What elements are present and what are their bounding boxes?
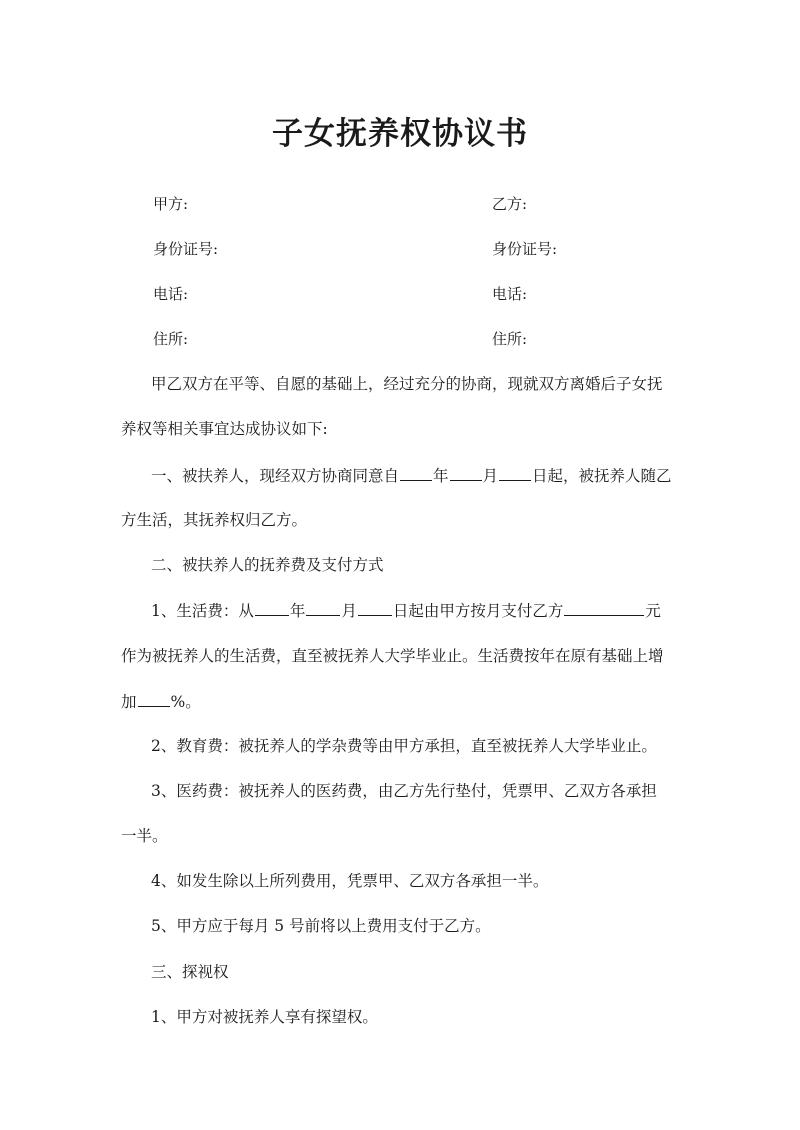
- amount-blank[interactable]: [564, 599, 644, 616]
- item-2: 2、教育费：被抚养人的学杂费等由甲方承担，直至被抚养人大学毕业止。: [151, 737, 657, 755]
- party-row-phone: [153, 283, 713, 305]
- year-blank[interactable]: [400, 464, 432, 481]
- item-1-text-g: %。: [170, 693, 201, 711]
- item-3-line-1: 3、医药费：被抚养人的医药费，由乙方先行垫付，凭票甲、乙双方各承担: [151, 782, 657, 800]
- party-row-id: [153, 238, 713, 260]
- party-row-address: [153, 328, 713, 350]
- party-row-name: [153, 193, 713, 215]
- clause-1-line-1: [151, 464, 672, 487]
- clause-1-text-b: 年: [433, 467, 449, 485]
- visit-item-1: 1、甲方对被抚养人享有探望权。: [151, 1008, 378, 1026]
- item-1-text-a: 1、生活费：从: [151, 602, 254, 620]
- party-a-address-label: 住所:: [153, 330, 189, 348]
- item-1-line-1: [151, 599, 661, 622]
- percent-blank[interactable]: [138, 690, 170, 707]
- document-title: 子女抚养权协议书: [272, 116, 528, 152]
- month-blank[interactable]: [306, 599, 340, 616]
- item-1-text-f: 加: [121, 693, 137, 711]
- intro-line-2: 养权等相关事宜达成协议如下:: [121, 420, 328, 438]
- day-blank[interactable]: [358, 599, 392, 616]
- item-1-text-d: 日起由甲方按月支付乙方: [392, 602, 564, 620]
- item-1-text-b: 年: [289, 602, 306, 620]
- day-blank[interactable]: [499, 464, 531, 481]
- item-1-text-e: 元: [645, 602, 661, 620]
- clause-1-line-2: 方生活，其抚养权归乙方。: [121, 511, 308, 529]
- item-4: 4、如发生除以上所列费用，凭票甲、乙双方各承担一半。: [151, 872, 549, 890]
- clause-3-heading: 三、探视权: [151, 963, 229, 981]
- item-1-line-3: [121, 690, 201, 713]
- party-a-id-label: 身份证号:: [153, 240, 219, 258]
- month-blank[interactable]: [450, 464, 482, 481]
- party-b-address-label: 住所:: [492, 330, 528, 348]
- item-5: 5、甲方应于每月 5 号前将以上费用支付于乙方。: [151, 917, 491, 935]
- clause-1-text-c: 月: [482, 467, 499, 485]
- clause-2-heading: 二、被扶养人的抚养费及支付方式: [151, 556, 384, 574]
- party-a-phone-label: 电话:: [153, 285, 189, 303]
- item-1-line-2: 作为被抚养人的生活费，直至被抚养人大学毕业止。生活费按年在原有基础上增: [121, 647, 664, 665]
- party-b-phone-label: 电话:: [492, 285, 528, 303]
- party-b-label: 乙方:: [492, 195, 528, 213]
- party-b-id-label: 身份证号:: [492, 240, 558, 258]
- item-1-text-c: 月: [341, 602, 357, 620]
- year-blank[interactable]: [255, 599, 289, 616]
- party-a-label: 甲方:: [153, 195, 189, 213]
- intro-line-1: 甲乙双方在平等、自愿的基础上，经过充分的协商，现就双方离婚后子女抚: [151, 375, 663, 393]
- clause-1-text-d: 日起，被抚养人随乙: [532, 467, 672, 485]
- item-3-line-2: 一半。: [121, 827, 168, 845]
- clause-1-text-a: 一、被扶养人，现经双方协商同意自: [151, 467, 400, 485]
